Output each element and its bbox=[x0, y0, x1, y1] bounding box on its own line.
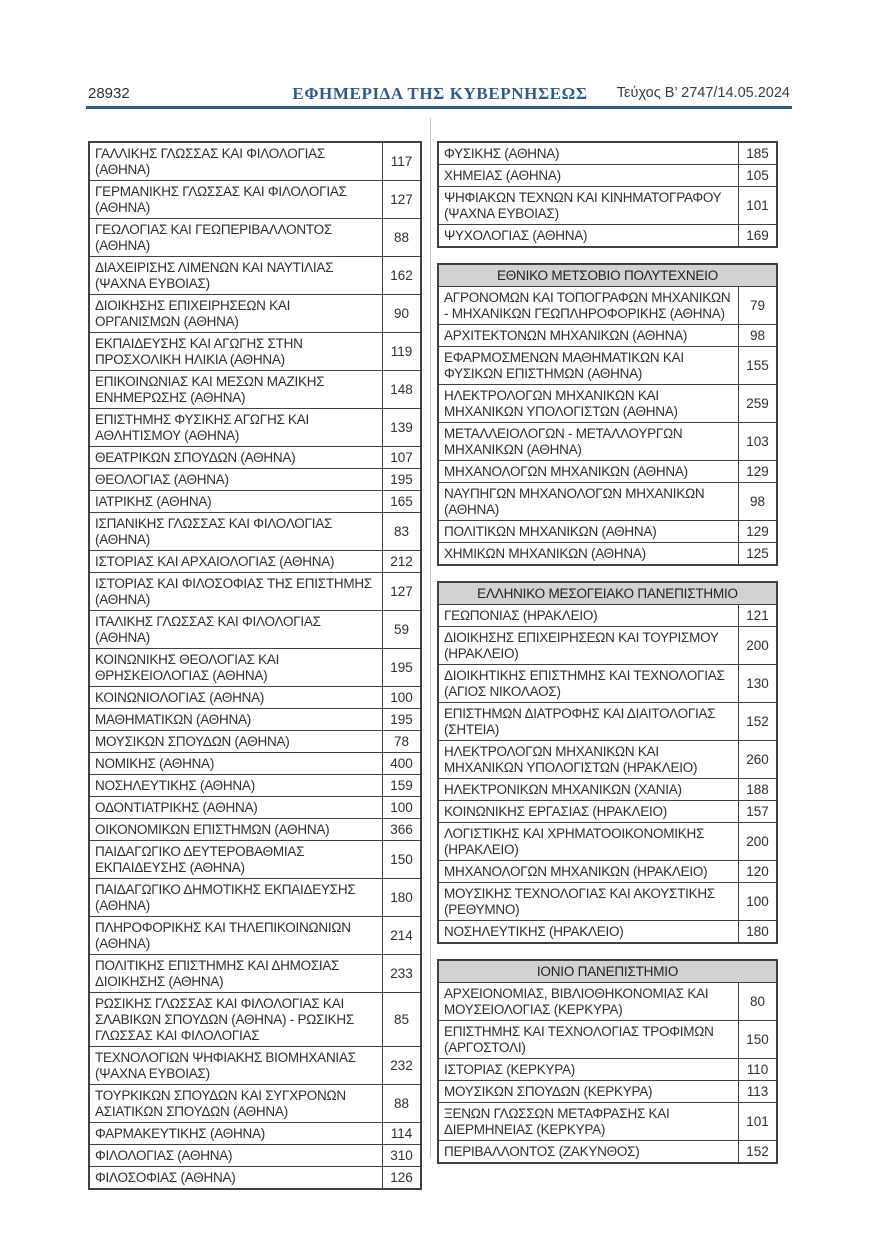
admissions-count: 129 bbox=[738, 461, 776, 482]
table-row bbox=[439, 822, 776, 860]
table-body bbox=[439, 287, 776, 564]
admissions-count: 80 bbox=[738, 983, 776, 1020]
department-name: ΝΟΣΗΛΕΥΤΙΚΗΣ (ΗΡΑΚΛΕΙΟ) bbox=[444, 923, 624, 939]
admissions-count: 103 bbox=[738, 423, 776, 460]
page-number: 28932 bbox=[88, 85, 130, 102]
table-row bbox=[439, 324, 776, 346]
department-name: ΦΥΣΙΚΗΣ (ΑΘΗΝΑ) bbox=[444, 145, 560, 161]
table-row bbox=[439, 920, 776, 942]
department-name: ΟΙΚΟΝΟΜΙΚΩΝ ΕΠΙΣΤΗΜΩΝ (ΑΘΗΝΑ) bbox=[95, 821, 330, 837]
admissions-count: 105 bbox=[738, 165, 776, 186]
admissions-count: 165 bbox=[382, 491, 420, 512]
table-row bbox=[439, 186, 776, 224]
table-row bbox=[439, 164, 776, 186]
department-name: ΕΚΠΑΙΔΕΥΣΗΣ ΚΑΙ ΑΓΩΓΗΣ ΣΤΗΝ ΠΡΟΣΧΟΛΙΚΗ ΗΛΙΚΙΑ (ΑΘΗΝΑ) bbox=[95, 335, 303, 367]
university-header: ΙΟΝΙΟ ΠΑΝΕΠΙΣΤΗΜΙΟ bbox=[439, 961, 776, 983]
department-name: ΧΗΜΕΙΑΣ (ΑΘΗΝΑ) bbox=[444, 167, 561, 183]
table-row bbox=[90, 1122, 420, 1144]
department-name: ΙΤΑΛΙΚΗΣ ΓΛΩΣΣΑΣ ΚΑΙ ΦΙΛΟΛΟΓΙΑΣ (ΑΘΗΝΑ) bbox=[95, 613, 321, 645]
table-row bbox=[90, 1084, 420, 1122]
admissions-count: 101 bbox=[738, 187, 776, 224]
admissions-count: 88 bbox=[382, 219, 420, 256]
department-name: ΦΑΡΜΑΚΕΥΤΙΚΗΣ (ΑΘΗΝΑ) bbox=[95, 1125, 265, 1141]
department-name: ΛΟΓΙΣΤΙΚΗΣ ΚΑΙ ΧΡΗΜΑΤΟΟΙΚΟΝΟΜΙΚΗΣ (ΗΡΑΚΛΕΙΟ) bbox=[444, 825, 705, 857]
table-row bbox=[439, 287, 776, 324]
department-name: ΟΔΟΝΤΙΑΤΡΙΚΗΣ (ΑΘΗΝΑ) bbox=[95, 799, 258, 815]
table-row bbox=[90, 610, 420, 648]
table-row bbox=[439, 983, 776, 1020]
admissions-count: 148 bbox=[382, 371, 420, 408]
department-name: ΕΠΙΚΟΙΝΩΝΙΑΣ ΚΑΙ ΜΕΣΩΝ ΜΑΖΙΚΗΣ ΕΝΗΜΕΡΩΣΗΣ (ΑΘΗΝΑ) bbox=[95, 373, 325, 405]
table-row bbox=[439, 1140, 776, 1162]
table-row bbox=[439, 800, 776, 822]
table-row bbox=[90, 796, 420, 818]
university-table-ionian bbox=[437, 959, 778, 1164]
table-body bbox=[439, 605, 776, 942]
admissions-count: 152 bbox=[738, 1141, 776, 1162]
table-row bbox=[90, 572, 420, 610]
admissions-count: 126 bbox=[382, 1167, 420, 1188]
department-name: ΕΦΑΡΜΟΣΜΕΝΩΝ ΜΑΘΗΜΑΤΙΚΩΝ ΚΑΙ ΦΥΣΙΚΩΝ ΕΠΙΣΤΗΜΩΝ (ΑΘΗΝΑ) bbox=[444, 349, 684, 381]
table-row bbox=[439, 860, 776, 882]
department-name: ΑΓΡΟΝΟΜΩΝ ΚΑΙ ΤΟΠΟΓΡΑΦΩΝ ΜΗΧΑΝΙΚΩΝ - ΜΗΧΑΝΙΚΩΝ ΓΕΩΠΛΗΡΟΦΟΡΙΚΗΣ (ΑΘΗΝΑ) bbox=[444, 289, 731, 321]
admissions-count: 88 bbox=[382, 1085, 420, 1122]
admissions-count: 120 bbox=[738, 861, 776, 882]
admissions-count: 212 bbox=[382, 551, 420, 572]
table-row bbox=[90, 730, 420, 752]
table-row bbox=[90, 1144, 420, 1166]
column-divider-line bbox=[430, 118, 431, 1158]
table-row bbox=[439, 482, 776, 520]
admissions-count: 79 bbox=[738, 287, 776, 324]
table-row bbox=[439, 346, 776, 384]
admissions-count: 59 bbox=[382, 611, 420, 648]
admissions-count: 98 bbox=[738, 325, 776, 346]
admissions-count: 90 bbox=[382, 295, 420, 332]
department-name: ΑΡΧΙΤΕΚΤΟΝΩΝ ΜΗΧΑΝΙΚΩΝ (ΑΘΗΝΑ) bbox=[444, 327, 688, 343]
table-row bbox=[90, 512, 420, 550]
admissions-count: 152 bbox=[738, 703, 776, 740]
table-row bbox=[439, 664, 776, 702]
admissions-count: 101 bbox=[738, 1103, 776, 1140]
table-body bbox=[90, 143, 420, 1188]
table-row bbox=[439, 520, 776, 542]
department-name: ΦΙΛΟΛΟΓΙΑΣ (ΑΘΗΝΑ) bbox=[95, 1147, 233, 1163]
department-name: ΚΟΙΝΩΝΙΚΗΣ ΕΡΓΑΣΙΑΣ (ΗΡΑΚΛΕΙΟ) bbox=[444, 803, 667, 819]
table-row bbox=[439, 384, 776, 422]
table-row bbox=[90, 954, 420, 992]
admissions-count: 127 bbox=[382, 573, 420, 610]
issue-info: Τεύχος Β’ 2747/14.05.2024 bbox=[616, 85, 790, 101]
table-row bbox=[439, 460, 776, 482]
department-name: ΙΣΤΟΡΙΑΣ (ΚΕΡΚΥΡΑ) bbox=[444, 1061, 575, 1077]
table-row bbox=[90, 878, 420, 916]
admissions-count: 366 bbox=[382, 819, 420, 840]
admissions-count: 180 bbox=[382, 879, 420, 916]
table-row bbox=[90, 840, 420, 878]
table-row bbox=[439, 542, 776, 564]
admissions-count: 232 bbox=[382, 1047, 420, 1084]
table-row bbox=[439, 1058, 776, 1080]
department-name: ΡΩΣΙΚΗΣ ΓΛΩΣΣΑΣ ΚΑΙ ΦΙΛΟΛΟΓΙΑΣ ΚΑΙ ΣΛΑΒΙΚΩΝ ΣΠΟΥΔΩΝ (ΑΘΗΝΑ) - ΡΩΣΙΚΗΣ ΓΛΩΣΣΑΣ ΚΑΙ ΦΙΛΟΛΟΓΙΑΣ bbox=[95, 995, 354, 1043]
department-name: ΔΙΟΙΚΗΤΙΚΗΣ ΕΠΙΣΤΗΜΗΣ ΚΑΙ ΤΕΧΝΟΛΟΓΙΑΣ (ΑΓΙΟΣ ΝΙΚΟΛΑΟΣ) bbox=[444, 667, 725, 699]
admissions-count: 78 bbox=[382, 731, 420, 752]
department-name: ΗΛΕΚΤΡΟΝΙΚΩΝ ΜΗΧΑΝΙΚΩΝ (ΧΑΝΙΑ) bbox=[444, 781, 682, 797]
department-name: ΙΣΠΑΝΙΚΗΣ ΓΛΩΣΣΑΣ ΚΑΙ ΦΙΛΟΛΟΓΙΑΣ (ΑΘΗΝΑ) bbox=[95, 515, 333, 547]
department-name: ΜΗΧΑΝΟΛΟΓΩΝ ΜΗΧΑΝΙΚΩΝ (ΑΘΗΝΑ) bbox=[444, 463, 688, 479]
table-row bbox=[90, 686, 420, 708]
department-name: ΓΑΛΛΙΚΗΣ ΓΛΩΣΣΑΣ ΚΑΙ ΦΙΛΟΛΟΓΙΑΣ (ΑΘΗΝΑ) bbox=[95, 145, 325, 177]
department-name: ΜΑΘΗΜΑΤΙΚΩΝ (ΑΘΗΝΑ) bbox=[95, 711, 252, 727]
department-name: ΑΡΧΕΙΟΝΟΜΙΑΣ, ΒΙΒΛΙΟΘΗΚΟΝΟΜΙΑΣ ΚΑΙ ΜΟΥΣΕΙΟΛΟΓΙΑΣ (ΚΕΡΚΥΡΑ) bbox=[444, 985, 709, 1017]
table-row bbox=[439, 224, 776, 246]
table-row bbox=[90, 818, 420, 840]
table-row bbox=[439, 143, 776, 164]
admissions-count: 195 bbox=[382, 649, 420, 686]
table-body bbox=[439, 983, 776, 1162]
table-row bbox=[90, 774, 420, 796]
table-row bbox=[90, 1046, 420, 1084]
department-name: ΝΑΥΠΗΓΩΝ ΜΗΧΑΝΟΛΟΓΩΝ ΜΗΧΑΝΙΚΩΝ (ΑΘΗΝΑ) bbox=[444, 485, 705, 517]
department-name: ΙΣΤΟΡΙΑΣ ΚΑΙ ΑΡΧΑΙΟΛΟΓΙΑΣ (ΑΘΗΝΑ) bbox=[95, 553, 335, 569]
department-name: ΝΟΜΙΚΗΣ (ΑΘΗΝΑ) bbox=[95, 755, 215, 771]
department-name: ΗΛΕΚΤΡΟΛΟΓΩΝ ΜΗΧΑΝΙΚΩΝ ΚΑΙ ΜΗΧΑΝΙΚΩΝ ΥΠΟΛΟΓΙΣΤΩΝ (ΗΡΑΚΛΕΙΟ) bbox=[444, 743, 698, 775]
admissions-count: 127 bbox=[382, 181, 420, 218]
admissions-count: 113 bbox=[738, 1081, 776, 1102]
department-name: ΓΕΡΜΑΝΙΚΗΣ ΓΛΩΣΣΑΣ ΚΑΙ ΦΙΛΟΛΟΓΙΑΣ (ΑΘΗΝΑ) bbox=[95, 183, 347, 215]
department-name: ΜΟΥΣΙΚΩΝ ΣΠΟΥΔΩΝ (ΚΕΡΚΥΡΑ) bbox=[444, 1083, 653, 1099]
department-name: ΠΛΗΡΟΦΟΡΙΚΗΣ ΚΑΙ ΤΗΛΕΠΙΚΟΙΝΩΝΙΩΝ (ΑΘΗΝΑ) bbox=[95, 919, 351, 951]
department-name: ΓΕΩΠΟΝΙΑΣ (ΗΡΑΚΛΕΙΟ) bbox=[444, 607, 598, 623]
admissions-count: 125 bbox=[738, 543, 776, 564]
admissions-count: 400 bbox=[382, 753, 420, 774]
admissions-count: 155 bbox=[738, 347, 776, 384]
admissions-count: 150 bbox=[738, 1021, 776, 1058]
admissions-count: 157 bbox=[738, 801, 776, 822]
table-row bbox=[90, 143, 420, 180]
table-row bbox=[439, 605, 776, 626]
department-name: ΤΕΧΝΟΛΟΓΙΩΝ ΨΗΦΙΑΚΗΣ ΒΙΟΜΗΧΑΝΙΑΣ (ΨΑΧΝΑ ΕΥΒΟΙΑΣ) bbox=[95, 1049, 356, 1081]
department-name: ΗΛΕΚΤΡΟΛΟΓΩΝ ΜΗΧΑΝΙΚΩΝ ΚΑΙ ΜΗΧΑΝΙΚΩΝ ΥΠΟΛΟΓΙΣΤΩΝ (ΑΘΗΝΑ) bbox=[444, 387, 678, 419]
university-header: ΕΛΛΗΝΙΚΟ ΜΕΣΟΓΕΙΑΚΟ ΠΑΝΕΠΙΣΤΗΜΙΟ bbox=[439, 583, 776, 605]
department-name: ΠΟΛΙΤΙΚΩΝ ΜΗΧΑΝΙΚΩΝ (ΑΘΗΝΑ) bbox=[444, 523, 657, 539]
department-name: ΚΟΙΝΩΝΙΟΛΟΓΙΑΣ (ΑΘΗΝΑ) bbox=[95, 689, 265, 705]
table-row bbox=[439, 1102, 776, 1140]
admissions-count: 150 bbox=[382, 841, 420, 878]
admissions-count: 233 bbox=[382, 955, 420, 992]
table-row bbox=[90, 490, 420, 512]
table-row bbox=[439, 422, 776, 460]
university-table-ntua bbox=[437, 263, 778, 566]
table-row bbox=[90, 180, 420, 218]
admissions-count: 121 bbox=[738, 605, 776, 626]
admissions-count: 180 bbox=[738, 921, 776, 942]
admissions-count: 100 bbox=[382, 687, 420, 708]
admissions-count: 162 bbox=[382, 257, 420, 294]
department-name: ΠΕΡΙΒΑΛΛΟΝΤΟΣ (ΖΑΚΥΝΘΟΣ) bbox=[444, 1143, 640, 1159]
admissions-count: 195 bbox=[382, 469, 420, 490]
admissions-count: 195 bbox=[382, 709, 420, 730]
admissions-count: 107 bbox=[382, 447, 420, 468]
admissions-count: 310 bbox=[382, 1145, 420, 1166]
admissions-count: 100 bbox=[738, 883, 776, 920]
table-row bbox=[439, 778, 776, 800]
left-column bbox=[88, 141, 422, 1205]
admissions-count: 214 bbox=[382, 917, 420, 954]
department-name: ΕΠΙΣΤΗΜΩΝ ΔΙΑΤΡΟΦΗΣ ΚΑΙ ΔΙΑΙΤΟΛΟΓΙΑΣ (ΣΗΤΕΙΑ) bbox=[444, 705, 716, 737]
admissions-count: 259 bbox=[738, 385, 776, 422]
table-row bbox=[90, 408, 420, 446]
right-column bbox=[437, 141, 778, 1179]
table-row bbox=[439, 626, 776, 664]
table-body bbox=[439, 143, 776, 246]
department-name: ΓΕΩΛΟΓΙΑΣ ΚΑΙ ΓΕΩΠΕΡΙΒΑΛΛΟΝΤΟΣ (ΑΘΗΝΑ) bbox=[95, 221, 332, 253]
table-row bbox=[90, 648, 420, 686]
department-name: ΞΕΝΩΝ ΓΛΩΣΣΩΝ ΜΕΤΑΦΡΑΣΗΣ ΚΑΙ ΔΙΕΡΜΗΝΕΙΑΣ (ΚΕΡΚΥΡΑ) bbox=[444, 1105, 670, 1137]
table-row bbox=[90, 992, 420, 1046]
admissions-count: 83 bbox=[382, 513, 420, 550]
department-name: ΠΑΙΔΑΓΩΓΙΚΟ ΔΕΥΤΕΡΟΒΑΘΜΙΑΣ ΕΚΠΑΙΔΕΥΣΗΣ (ΑΘΗΝΑ) bbox=[95, 843, 305, 875]
admissions-count: 119 bbox=[382, 333, 420, 370]
admissions-count: 260 bbox=[738, 741, 776, 778]
table-row bbox=[90, 1166, 420, 1188]
admissions-count: 139 bbox=[382, 409, 420, 446]
department-name: ΜΕΤΑΛΛΕΙΟΛΟΓΩΝ - ΜΕΤΑΛΛΟΥΡΓΩΝ ΜΗΧΑΝΙΚΩΝ (ΑΘΗΝΑ) bbox=[444, 425, 683, 457]
department-name: ΘΕΟΛΟΓΙΑΣ (ΑΘΗΝΑ) bbox=[95, 471, 229, 487]
department-name: ΨΥΧΟΛΟΓΙΑΣ (ΑΘΗΝΑ) bbox=[444, 227, 588, 243]
admissions-count: 114 bbox=[382, 1123, 420, 1144]
department-name: ΜΟΥΣΙΚΩΝ ΣΠΟΥΔΩΝ (ΑΘΗΝΑ) bbox=[95, 733, 290, 749]
department-name: ΔΙΑΧΕΙΡΙΣΗΣ ΛΙΜΕΝΩΝ ΚΑΙ ΝΑΥΤΙΛΙΑΣ (ΨΑΧΝΑ ΕΥΒΟΙΑΣ) bbox=[95, 259, 334, 291]
table-row bbox=[439, 882, 776, 920]
university-header: ΕΘΝΙΚΟ ΜΕΤΣΟΒΙΟ ΠΟΛΥΤΕΧΝΕΙΟ bbox=[439, 265, 776, 287]
admissions-count: 85 bbox=[382, 993, 420, 1046]
department-name: ΘΕΑΤΡΙΚΩΝ ΣΠΟΥΔΩΝ (ΑΘΗΝΑ) bbox=[95, 449, 296, 465]
admissions-count: 110 bbox=[738, 1059, 776, 1080]
table-row bbox=[90, 256, 420, 294]
department-name: ΕΠΙΣΤΗΜΗΣ ΦΥΣΙΚΗΣ ΑΓΩΓΗΣ ΚΑΙ ΑΘΛΗΤΙΣΜΟΥ (ΑΘΗΝΑ) bbox=[95, 411, 310, 443]
department-name: ΤΟΥΡΚΙΚΩΝ ΣΠΟΥΔΩΝ ΚΑΙ ΣΥΓΧΡΟΝΩΝ ΑΣΙΑΤΙΚΩΝ ΣΠΟΥΔΩΝ (ΑΘΗΝΑ) bbox=[95, 1087, 346, 1119]
admissions-count: 169 bbox=[738, 225, 776, 246]
admissions-count: 159 bbox=[382, 775, 420, 796]
admissions-count: 185 bbox=[738, 143, 776, 164]
department-name: ΔΙΟΙΚΗΣΗΣ ΕΠΙΧΕΙΡΗΣΕΩΝ ΚΑΙ ΤΟΥΡΙΣΜΟΥ (ΗΡΑΚΛΕΙΟ) bbox=[444, 629, 719, 661]
admissions-count: 130 bbox=[738, 665, 776, 702]
admissions-count: 200 bbox=[738, 823, 776, 860]
table-row bbox=[90, 916, 420, 954]
admissions-count: 98 bbox=[738, 483, 776, 520]
table-row bbox=[90, 370, 420, 408]
department-name: ΔΙΟΙΚΗΣΗΣ ΕΠΙΧΕΙΡΗΣΕΩΝ ΚΑΙ ΟΡΓΑΝΙΣΜΩΝ (ΑΘΗΝΑ) bbox=[95, 297, 291, 329]
departments-table-continued bbox=[88, 141, 422, 1190]
department-name: ΙΣΤΟΡΙΑΣ ΚΑΙ ΦΙΛΟΣΟΦΙΑΣ ΤΗΣ ΕΠΙΣΤΗΜΗΣ (ΑΘΗΝΑ) bbox=[95, 575, 372, 607]
table-row bbox=[90, 446, 420, 468]
department-name: ΜΗΧΑΝΟΛΟΓΩΝ ΜΗΧΑΝΙΚΩΝ (ΗΡΑΚΛΕΙΟ) bbox=[444, 863, 708, 879]
header-rule bbox=[86, 106, 792, 109]
admissions-count: 129 bbox=[738, 521, 776, 542]
table-row bbox=[90, 708, 420, 730]
admissions-count: 200 bbox=[738, 627, 776, 664]
table-row bbox=[439, 1080, 776, 1102]
table-row bbox=[90, 294, 420, 332]
department-name: ΕΠΙΣΤΗΜΗΣ ΚΑΙ ΤΕΧΝΟΛΟΓΙΑΣ ΤΡΟΦΙΜΩΝ (ΑΡΓΟΣΤΟΛΙ) bbox=[444, 1023, 714, 1055]
table-row bbox=[439, 740, 776, 778]
department-name: ΧΗΜΙΚΩΝ ΜΗΧΑΝΙΚΩΝ (ΑΘΗΝΑ) bbox=[444, 545, 646, 561]
department-name: ΨΗΦΙΑΚΩΝ ΤΕΧΝΩΝ ΚΑΙ ΚΙΝΗΜΑΤΟΓΡΑΦΟΥ (ΨΑΧΝΑ ΕΥΒΟΙΑΣ) bbox=[444, 189, 722, 221]
gazette-title: ΕΦΗΜΕΡΙΔΑ ΤΗΣ ΚΥΒΕΡΝΗΣΕΩΣ bbox=[292, 84, 588, 103]
department-name: ΙΑΤΡΙΚΗΣ (ΑΘΗΝΑ) bbox=[95, 493, 212, 509]
table-row bbox=[439, 1020, 776, 1058]
admissions-count: 188 bbox=[738, 779, 776, 800]
department-name: ΜΟΥΣΙΚΗΣ ΤΕΧΝΟΛΟΓΙΑΣ ΚΑΙ ΑΚΟΥΣΤΙΚΗΣ (ΡΕΘΥΜΝΟ) bbox=[444, 885, 715, 917]
table-row bbox=[90, 752, 420, 774]
department-name: ΠΟΛΙΤΙΚΗΣ ΕΠΙΣΤΗΜΗΣ ΚΑΙ ΔΗΜΟΣΙΑΣ ΔΙΟΙΚΗΣΗΣ (ΑΘΗΝΑ) bbox=[95, 957, 340, 989]
table-row bbox=[90, 332, 420, 370]
university-table-hmu bbox=[437, 581, 778, 944]
department-name: ΝΟΣΗΛΕΥΤΙΚΗΣ (ΑΘΗΝΑ) bbox=[95, 777, 255, 793]
departments-table-continued-right bbox=[437, 141, 778, 248]
admissions-count: 100 bbox=[382, 797, 420, 818]
table-row bbox=[90, 218, 420, 256]
table-row bbox=[439, 702, 776, 740]
department-name: ΠΑΙΔΑΓΩΓΙΚΟ ΔΗΜΟΤΙΚΗΣ ΕΚΠΑΙΔΕΥΣΗΣ (ΑΘΗΝΑ) bbox=[95, 881, 356, 913]
department-name: ΚΟΙΝΩΝΙΚΗΣ ΘΕΟΛΟΓΙΑΣ ΚΑΙ ΘΡΗΣΚΕΙΟΛΟΓΙΑΣ (ΑΘΗΝΑ) bbox=[95, 651, 280, 683]
department-name: ΦΙΛΟΣΟΦΙΑΣ (ΑΘΗΝΑ) bbox=[95, 1169, 236, 1185]
table-row bbox=[90, 550, 420, 572]
table-row bbox=[90, 468, 420, 490]
admissions-count: 117 bbox=[382, 143, 420, 180]
